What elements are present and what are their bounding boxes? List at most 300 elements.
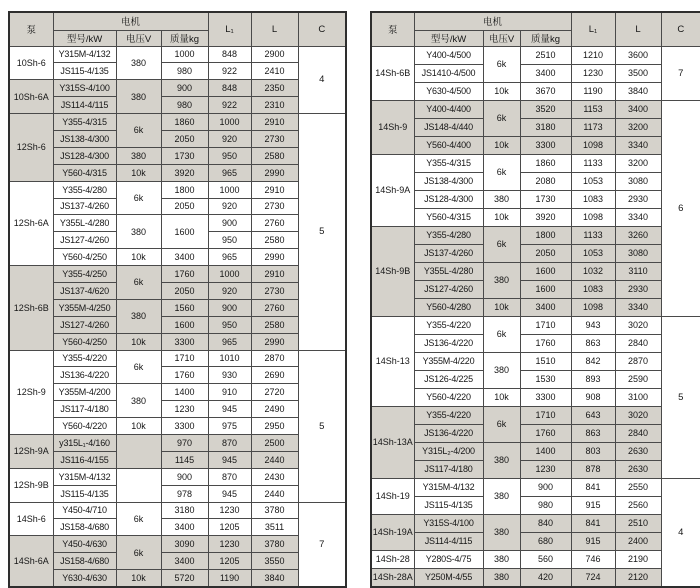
table-row <box>371 226 700 244</box>
col-header-l: L <box>615 12 661 46</box>
l1-cell: 1032 <box>571 262 615 280</box>
col-header-voltage: 电压V <box>483 30 520 46</box>
pump-cell: 12Sh-6A <box>9 181 53 265</box>
model-cell: Y250M-4/55 <box>414 568 483 586</box>
c-cell: 5 <box>298 114 346 350</box>
table-row <box>9 249 346 266</box>
model-cell: JS138-4/300 <box>53 130 116 147</box>
l1-cell: 746 <box>571 550 615 568</box>
mass-cell: 1800 <box>161 181 208 198</box>
voltage-cell: 6k <box>116 181 161 215</box>
voltage-cell <box>116 434 161 468</box>
l-cell: 2580 <box>251 232 298 249</box>
l1-cell: 841 <box>571 514 615 532</box>
mass-cell: 1760 <box>161 266 208 283</box>
l1-cell: 910 <box>208 384 251 401</box>
l-cell: 2440 <box>251 451 298 468</box>
voltage-cell: 380 <box>483 352 520 388</box>
voltage-cell: 380 <box>483 550 520 568</box>
l1-cell: 1230 <box>208 502 251 519</box>
l-cell: 2410 <box>251 63 298 80</box>
l1-cell: 945 <box>208 401 251 418</box>
table-row <box>371 208 700 226</box>
mass-cell: 3920 <box>520 208 571 226</box>
l1-cell: 1083 <box>571 280 615 298</box>
table-row <box>371 118 700 136</box>
l-cell: 3200 <box>615 154 661 172</box>
l1-cell: 1098 <box>571 136 615 154</box>
table-body <box>371 46 700 587</box>
l1-cell: 920 <box>208 282 251 299</box>
l1-cell: 1053 <box>571 244 615 262</box>
voltage-cell: 380 <box>483 478 520 514</box>
mass-cell: 1600 <box>520 280 571 298</box>
mass-cell: 3300 <box>161 333 208 350</box>
mass-cell: 1510 <box>520 352 571 370</box>
table-body <box>9 46 346 587</box>
l-cell: 2900 <box>251 46 298 63</box>
l1-cell: 878 <box>571 460 615 478</box>
voltage-cell: 10k <box>116 570 161 587</box>
table-row <box>9 570 346 587</box>
tables-container <box>8 11 700 588</box>
voltage-cell: 10k <box>483 298 520 316</box>
l1-cell: 1133 <box>571 154 615 172</box>
model-cell: Y355-4/220 <box>414 316 483 334</box>
pump-cell: 14Sh-19A <box>371 514 414 550</box>
table-row <box>371 406 700 424</box>
pump-cell: 10Sh-6 <box>9 46 53 80</box>
pump-cell: 14Sh-9B <box>371 226 414 316</box>
model-cell: JS136-4/220 <box>414 424 483 442</box>
l-cell: 2910 <box>251 114 298 131</box>
l-cell: 2990 <box>251 333 298 350</box>
model-cell: y315L₁-4/160 <box>53 434 116 451</box>
table-row <box>371 568 700 586</box>
l-cell: 2550 <box>615 478 661 496</box>
l1-cell: 945 <box>208 485 251 502</box>
mass-cell: 2050 <box>161 130 208 147</box>
table-row <box>371 388 700 406</box>
table-row <box>371 244 700 262</box>
l-cell: 2760 <box>251 215 298 232</box>
model-cell: JS117-4/180 <box>414 460 483 478</box>
mass-cell: 1730 <box>161 147 208 164</box>
model-cell: Y280S-4/75 <box>414 550 483 568</box>
model-cell: Y560-4/250 <box>53 333 116 350</box>
model-cell: Y355-4/220 <box>53 350 116 367</box>
mass-cell: 1760 <box>520 424 571 442</box>
l-cell: 2910 <box>251 266 298 283</box>
voltage-cell: 10k <box>483 208 520 226</box>
model-cell: Y560-4/220 <box>414 388 483 406</box>
table-row <box>371 352 700 370</box>
l1-cell: 1230 <box>571 64 615 82</box>
l-cell: 2870 <box>251 350 298 367</box>
l1-cell: 1000 <box>208 181 251 198</box>
l-cell: 3600 <box>615 46 661 64</box>
mass-cell: 970 <box>161 434 208 451</box>
mass-cell: 1710 <box>520 406 571 424</box>
header-row <box>9 12 346 30</box>
table-header <box>9 12 346 46</box>
l1-cell: 900 <box>208 215 251 232</box>
mass-cell: 2050 <box>161 198 208 215</box>
table-row <box>9 485 346 502</box>
voltage-cell: 6k <box>116 266 161 300</box>
model-cell: JS126-4/225 <box>414 370 483 388</box>
table-row <box>371 280 700 298</box>
table-row <box>371 478 700 496</box>
c-cell: 4 <box>298 46 346 114</box>
mass-cell: 3400 <box>520 64 571 82</box>
l1-cell: 1173 <box>571 118 615 136</box>
l-cell: 3110 <box>615 262 661 280</box>
voltage-cell: 6k <box>483 406 520 442</box>
mass-cell: 420 <box>520 568 571 586</box>
voltage-cell: 6k <box>116 350 161 384</box>
l1-cell: 724 <box>571 568 615 586</box>
model-cell: Y355-4/250 <box>53 266 116 283</box>
l-cell: 2560 <box>615 496 661 514</box>
mass-cell: 1600 <box>161 316 208 333</box>
model-cell: JS127-4/260 <box>414 280 483 298</box>
l1-cell: 965 <box>208 333 251 350</box>
table-row <box>9 468 346 485</box>
model-cell: Y315S-4/100 <box>53 80 116 97</box>
l-cell: 2840 <box>615 334 661 352</box>
l-cell: 2730 <box>251 282 298 299</box>
l-cell: 3080 <box>615 172 661 190</box>
table-row <box>9 316 346 333</box>
l-cell: 2840 <box>615 424 661 442</box>
voltage-cell: 10k <box>116 164 161 181</box>
mass-cell: 980 <box>520 496 571 514</box>
model-cell: Y315M-4/132 <box>53 468 116 485</box>
pump-cell: 12Sh-9B <box>9 468 53 502</box>
model-cell: Y560-4/280 <box>414 298 483 316</box>
col-header-l1: L₁ <box>571 12 615 46</box>
model-cell: Y355-4/280 <box>53 181 116 198</box>
table-row <box>9 536 346 553</box>
model-cell: Y355-4/315 <box>53 114 116 131</box>
l-cell: 2430 <box>251 468 298 485</box>
mass-cell: 1230 <box>520 460 571 478</box>
l1-cell: 1153 <box>571 100 615 118</box>
l1-cell: 943 <box>571 316 615 334</box>
table-row <box>371 100 700 118</box>
table-row <box>371 298 700 316</box>
table-row <box>9 266 346 283</box>
table-row <box>9 164 346 181</box>
table-row <box>371 442 700 460</box>
l-cell: 3080 <box>615 244 661 262</box>
mass-cell: 3180 <box>161 502 208 519</box>
table-row <box>371 532 700 550</box>
l-cell: 2190 <box>615 550 661 568</box>
pump-cell: 14Sh-9A <box>371 154 414 226</box>
l1-cell: 950 <box>208 147 251 164</box>
table-row <box>371 334 700 352</box>
pump-cell: 14Sh-6 <box>9 502 53 536</box>
table-row <box>371 316 700 334</box>
mass-cell: 1000 <box>161 46 208 63</box>
voltage-cell: 10k <box>483 136 520 154</box>
pump-cell: 12Sh-9A <box>9 434 53 468</box>
mass-cell: 3300 <box>520 388 571 406</box>
model-cell: Y355M-4/200 <box>53 384 116 401</box>
l1-cell: 920 <box>208 198 251 215</box>
l1-cell: 930 <box>208 367 251 384</box>
l-cell: 2440 <box>251 485 298 502</box>
mass-cell: 3400 <box>520 298 571 316</box>
col-header-l1: L₁ <box>208 12 251 46</box>
mass-cell: 2050 <box>161 282 208 299</box>
voltage-cell: 10k <box>116 418 161 435</box>
l-cell: 2590 <box>615 370 661 388</box>
l-cell: 2310 <box>251 97 298 114</box>
c-cell: 5 <box>298 350 346 502</box>
model-cell: JS158-4/680 <box>53 553 116 570</box>
model-cell: Y355L-4/280 <box>53 215 116 232</box>
voltage-cell: 6k <box>116 114 161 148</box>
table-row <box>9 333 346 350</box>
voltage-cell: 10k <box>483 388 520 406</box>
model-cell: JS137-4/260 <box>414 244 483 262</box>
col-header-mass: 质量kg <box>520 30 571 46</box>
mass-cell: 1760 <box>520 334 571 352</box>
table-row <box>371 82 700 100</box>
table-row <box>9 215 346 232</box>
l1-cell: 965 <box>208 164 251 181</box>
mass-cell: 1145 <box>161 451 208 468</box>
l-cell: 2930 <box>615 280 661 298</box>
voltage-cell: 380 <box>116 46 161 80</box>
voltage-cell <box>116 468 161 502</box>
mass-cell: 1560 <box>161 299 208 316</box>
model-cell: JS136-4/220 <box>414 334 483 352</box>
l1-cell: 950 <box>208 316 251 333</box>
voltage-cell: 6k <box>483 46 520 82</box>
pump-cell: 12Sh-6 <box>9 114 53 182</box>
l-cell: 2400 <box>615 532 661 550</box>
mass-cell: 1760 <box>161 367 208 384</box>
l-cell: 3340 <box>615 298 661 316</box>
mass-cell: 3520 <box>520 100 571 118</box>
model-cell: Y355-4/220 <box>414 406 483 424</box>
l1-cell: 1010 <box>208 350 251 367</box>
model-cell: Y450-4/630 <box>53 536 116 553</box>
table-row <box>9 401 346 418</box>
table-row <box>9 147 346 164</box>
l1-cell: 1205 <box>208 519 251 536</box>
l1-cell: 922 <box>208 63 251 80</box>
l1-cell: 863 <box>571 424 615 442</box>
model-cell: JS127-4/260 <box>53 316 116 333</box>
mass-cell: 1800 <box>520 226 571 244</box>
model-cell: Y355-4/280 <box>414 226 483 244</box>
voltage-cell: 10k <box>483 82 520 100</box>
voltage-cell: 380 <box>483 190 520 208</box>
table-row <box>9 384 346 401</box>
mass-cell: 2050 <box>520 244 571 262</box>
table-row <box>371 496 700 514</box>
table-row <box>9 553 346 570</box>
mass-cell: 978 <box>161 485 208 502</box>
l-cell: 2930 <box>615 190 661 208</box>
voltage-cell: 6k <box>483 226 520 262</box>
mass-cell: 980 <box>161 63 208 80</box>
voltage-cell: 380 <box>116 299 161 333</box>
col-header-l: L <box>251 12 298 46</box>
l-cell: 2350 <box>251 80 298 97</box>
table-row <box>9 63 346 80</box>
table-row <box>371 64 700 82</box>
l1-cell: 1000 <box>208 266 251 283</box>
l1-cell: 1190 <box>208 570 251 587</box>
table-row <box>9 198 346 215</box>
table-row <box>9 502 346 519</box>
l-cell: 2990 <box>251 164 298 181</box>
voltage-cell: 6k <box>116 536 161 570</box>
voltage-cell: 380 <box>116 384 161 418</box>
l1-cell: 1205 <box>208 553 251 570</box>
model-cell: JS117-4/180 <box>53 401 116 418</box>
model-cell: Y355L-4/280 <box>414 262 483 280</box>
model-cell: Y450-4/710 <box>53 502 116 519</box>
model-cell: JS128-4/300 <box>53 147 116 164</box>
l1-cell: 842 <box>571 352 615 370</box>
model-cell: Y355M-4/250 <box>53 299 116 316</box>
l1-cell: 1053 <box>571 172 615 190</box>
col-header-voltage: 电压V <box>116 30 161 46</box>
voltage-cell: 6k <box>483 100 520 136</box>
model-cell: Y560-4/400 <box>414 136 483 154</box>
model-cell: JS114-4/115 <box>414 532 483 550</box>
model-cell: Y560-4/315 <box>414 208 483 226</box>
table-header <box>371 12 700 46</box>
table-row <box>9 519 346 536</box>
model-cell: Y630-4/500 <box>414 82 483 100</box>
l1-cell: 950 <box>208 232 251 249</box>
table-row <box>9 97 346 114</box>
l1-cell: 915 <box>571 496 615 514</box>
table-row <box>9 299 346 316</box>
l1-cell: 841 <box>571 478 615 496</box>
model-cell: JS138-4/300 <box>414 172 483 190</box>
table-row <box>9 80 346 97</box>
model-cell: Y630-4/630 <box>53 570 116 587</box>
l1-cell: 915 <box>571 532 615 550</box>
c-cell: 4 <box>661 478 700 586</box>
col-header-motor: 电机 <box>414 12 571 30</box>
mass-cell: 3300 <box>161 418 208 435</box>
mass-cell: 1600 <box>161 215 208 249</box>
table-row <box>9 418 346 435</box>
model-cell: Y355M-4/220 <box>414 352 483 370</box>
table-row <box>9 282 346 299</box>
model-cell: Y355-4/315 <box>414 154 483 172</box>
table-row <box>371 46 700 64</box>
mass-cell: 3920 <box>161 164 208 181</box>
l-cell: 3100 <box>615 388 661 406</box>
mass-cell: 900 <box>520 478 571 496</box>
l1-cell: 965 <box>208 249 251 266</box>
table-row <box>371 370 700 388</box>
pump-cell: 14Sh-9 <box>371 100 414 154</box>
model-cell: JS127-4/260 <box>53 232 116 249</box>
l1-cell: 1190 <box>571 82 615 100</box>
l-cell: 3780 <box>251 536 298 553</box>
l-cell: 2760 <box>251 299 298 316</box>
table-row <box>9 46 346 63</box>
pump-cell: 14Sh-19 <box>371 478 414 514</box>
c-cell: 5 <box>661 316 700 478</box>
l1-cell: 1133 <box>571 226 615 244</box>
model-cell: Y315S-4/100 <box>414 514 483 532</box>
table-row <box>9 130 346 147</box>
mass-cell: 560 <box>520 550 571 568</box>
voltage-cell: 380 <box>483 514 520 550</box>
mass-cell: 3400 <box>161 553 208 570</box>
c-cell: 6 <box>661 100 700 316</box>
mass-cell: 900 <box>161 80 208 97</box>
mass-cell: 1600 <box>520 262 571 280</box>
l1-cell: 922 <box>208 97 251 114</box>
l1-cell: 1210 <box>571 46 615 64</box>
l-cell: 2580 <box>251 147 298 164</box>
mass-cell: 1710 <box>161 350 208 367</box>
l1-cell: 900 <box>208 299 251 316</box>
model-cell: Y560-4/250 <box>53 249 116 266</box>
l-cell: 2500 <box>251 434 298 451</box>
mass-cell: 2510 <box>520 46 571 64</box>
col-header-c: C <box>661 12 700 46</box>
header-row <box>371 12 700 30</box>
l1-cell: 870 <box>208 468 251 485</box>
mass-cell: 980 <box>161 97 208 114</box>
voltage-cell: 380 <box>483 442 520 478</box>
mass-cell: 680 <box>520 532 571 550</box>
l1-cell: 975 <box>208 418 251 435</box>
l-cell: 2120 <box>615 568 661 586</box>
pump-cell: 14Sh-13 <box>371 316 414 406</box>
voltage-cell: 380 <box>116 215 161 249</box>
voltage-cell: 10k <box>116 249 161 266</box>
table-row <box>371 136 700 154</box>
table-row <box>371 154 700 172</box>
mass-cell: 3180 <box>520 118 571 136</box>
mass-cell: 840 <box>520 514 571 532</box>
col-header-model: 型号/kW <box>53 30 116 46</box>
col-header-mass: 质量kg <box>161 30 208 46</box>
l-cell: 2510 <box>615 514 661 532</box>
l-cell: 3400 <box>615 100 661 118</box>
l-cell: 2990 <box>251 249 298 266</box>
mass-cell: 3300 <box>520 136 571 154</box>
table-row <box>371 262 700 280</box>
l1-cell: 920 <box>208 130 251 147</box>
voltage-cell: 380 <box>483 568 520 586</box>
mass-cell: 1860 <box>161 114 208 131</box>
table-row <box>371 514 700 532</box>
mass-cell: 900 <box>161 468 208 485</box>
model-cell: Y315L₂-4/200 <box>414 442 483 460</box>
l1-cell: 848 <box>208 46 251 63</box>
model-cell: Y400-4/500 <box>414 46 483 64</box>
pump-cell: 10Sh-6A <box>9 80 53 114</box>
l-cell: 3550 <box>251 553 298 570</box>
